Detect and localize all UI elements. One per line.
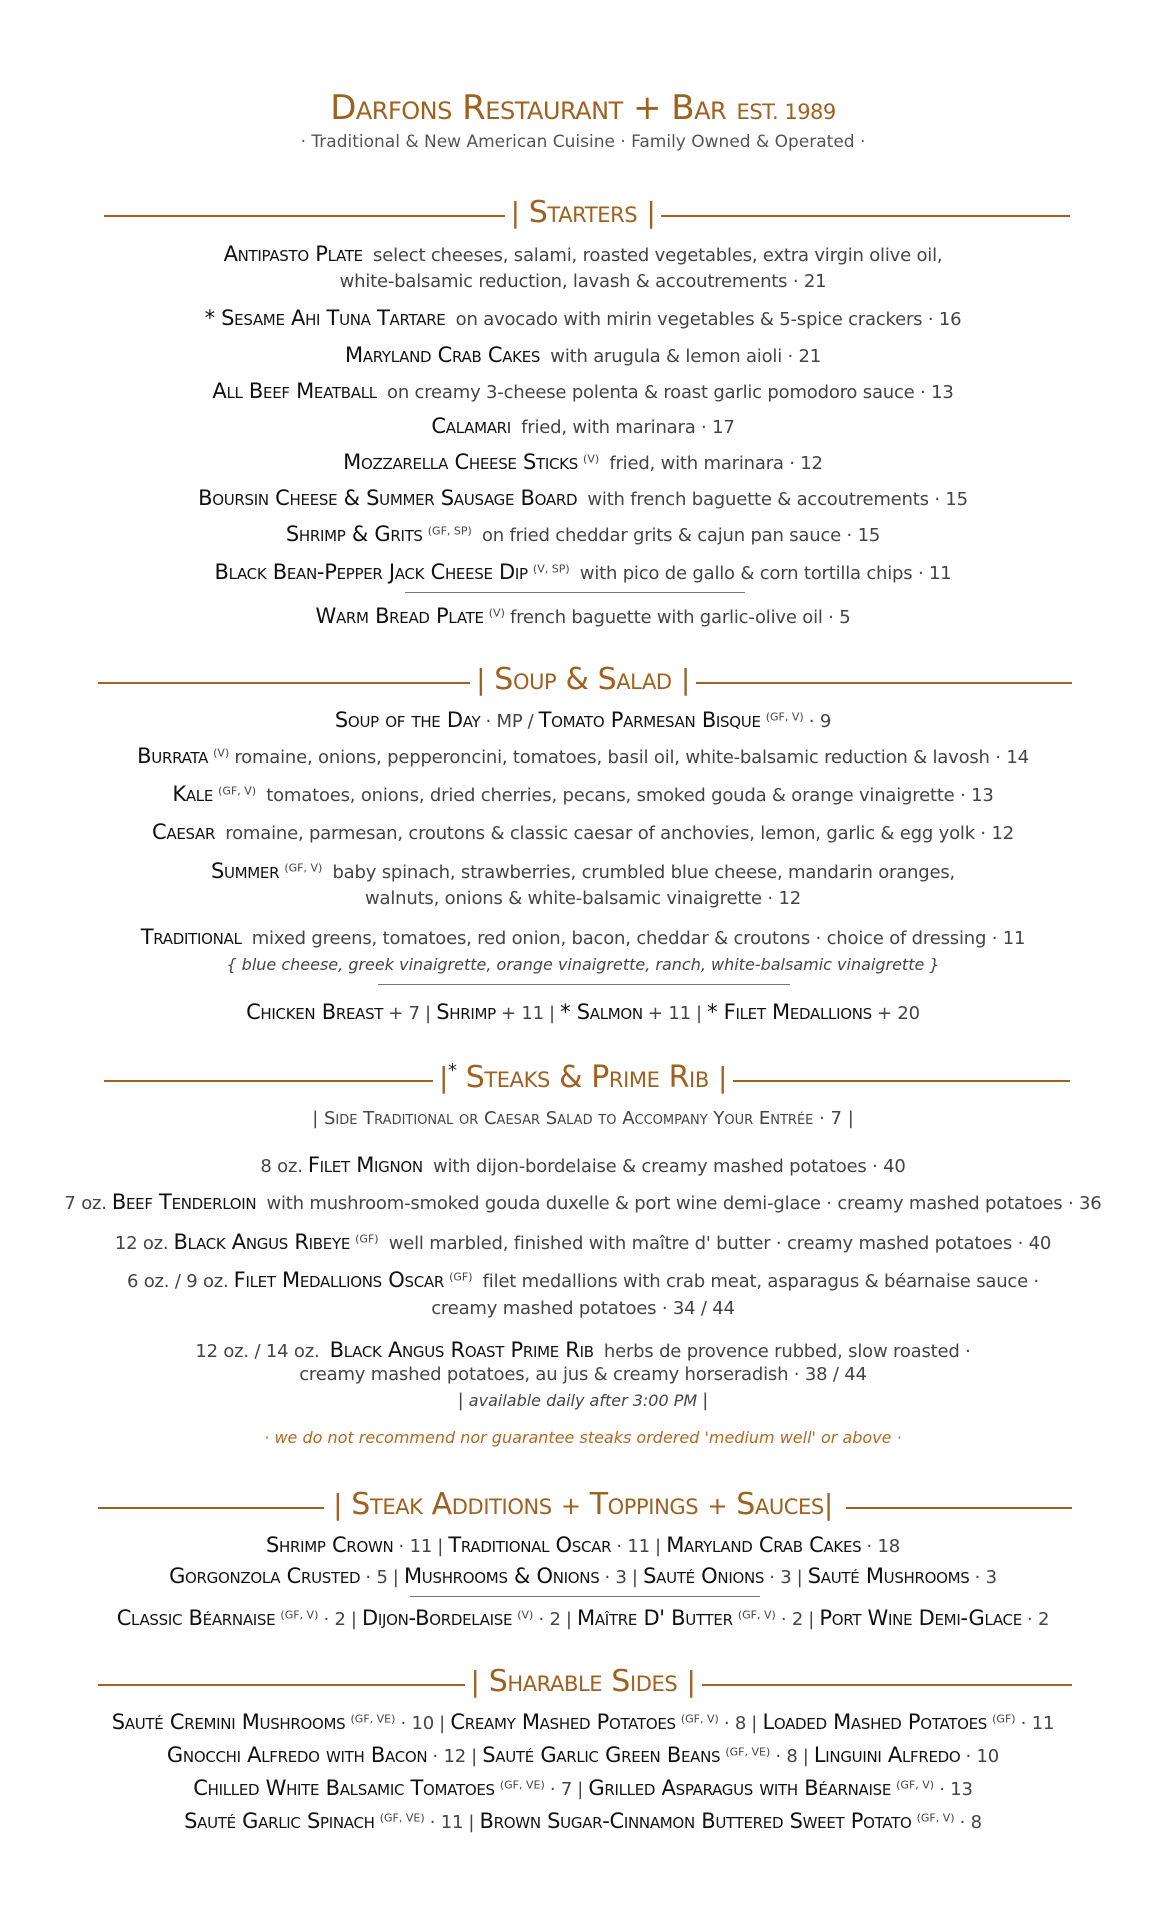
divider-rule xyxy=(405,592,745,593)
divider-rule xyxy=(378,984,790,985)
dietary-tag: (GF, V) xyxy=(284,861,323,875)
section-title: Toppings xyxy=(589,1487,699,1522)
menu-item: Kale $^{(GF, V)}$ tomatoes, onions, dried cherries, pecans, smoked gouda & orange vinaigrette · 13 xyxy=(172,782,994,806)
menu-item: Maryland Crab Cakes with arugula & lemon aioli · 21 xyxy=(344,343,822,367)
dietary-tag: (GF, V) xyxy=(280,1608,319,1622)
dressing-options: { blue cheese, greek vinaigrette, orange vinaigrette, ranch, white-balsamic vinaigrette } xyxy=(226,955,940,974)
menu-item: Caesar romaine, parmesan, croutons & classic caesar of anchovies, lemon, garlic & egg yolk · 12 xyxy=(152,820,1014,844)
menu-item: Black Bean-Pepper Jack Cheese Dip $^{(V, SP)}$ with pico de gallo & corn tortilla chips · 11 xyxy=(214,560,952,584)
dietary-tag: (GF) xyxy=(992,1712,1016,1726)
section-header-sides: | Sharable Sides | xyxy=(0,1664,1166,1704)
dietary-tag: (GF, V) xyxy=(765,710,804,724)
section-title: Starters xyxy=(528,195,638,230)
menu-item-continued: creamy mashed potatoes, au jus & creamy horseradish · 38 / 44 xyxy=(299,1364,867,1385)
menu-item: Warm Bread Plate $^{(V)}$ french baguette with garlic-olive oil · 5 xyxy=(315,604,851,628)
soup-row: Soup of the Day · MP / Tomato Parmesan Bisque $^{(GF, V)}$ · 9 xyxy=(334,708,832,732)
tagline: · Traditional & New American Cuisine · Family Owned & Operated · xyxy=(300,132,866,152)
sides-row: Sauté Garlic Spinach $^{(GF, VE)}$ · 11 | Brown Sugar-Cinnamon Buttered Sweet Potato $^{(GF, V)}$ · 8 xyxy=(184,1809,982,1833)
asterisk: * xyxy=(447,1060,457,1081)
sauces-row: Classic Béarnaise $^{(GF, V)}$ · 2 | Dijon-Bordelaise $^{(V)}$ · 2 | Maître D' Butter $^{(GF, V)}$ · 2 | Port Wine Demi-Glace · 2 xyxy=(116,1606,1050,1630)
dietary-tag: (V) xyxy=(583,452,600,466)
sides-row: Gnocchi Alfredo with Bacon · 12 | Sauté Garlic Green Beans $^{(GF, VE)}$ · 8 | Linguini Alfredo · 10 xyxy=(166,1743,1000,1767)
menu-item-continued: walnuts, onions & white-balsamic vinaigrette · 12 xyxy=(365,888,801,909)
dietary-tag: (GF, VE) xyxy=(725,1745,771,1759)
dietary-tag: (GF) xyxy=(355,1232,379,1246)
menu-item: Traditional mixed greens, tomatoes, red onion, bacon, cheddar & croutons · choice of dressing · 11 xyxy=(140,925,1026,949)
menu-item: All Beef Meatball on creamy 3-cheese polenta & roast garlic pomodoro sauce · 13 xyxy=(212,379,954,403)
section-title: Soup & Salad xyxy=(494,662,672,697)
dietary-tag: (GF, VE) xyxy=(499,1778,545,1792)
dietary-tag: (GF, V) xyxy=(737,1608,776,1622)
section-header-additions: | Steak Additions + Toppings + Sauces| xyxy=(0,1487,1166,1527)
section-header-soup-salad: | Soup & Salad | xyxy=(0,662,1166,702)
dietary-tag: (GF, V) xyxy=(218,784,257,798)
dietary-tag: (GF, SP) xyxy=(427,524,472,538)
menu-item: 8 oz. Filet Mignon with dijon-bordelaise & creamy mashed potatoes · 40 xyxy=(260,1153,906,1177)
section-header-steaks: |* Steaks & Prime Rib | xyxy=(0,1060,1166,1100)
sides-row: Sauté Cremini Mushrooms $^{(GF, VE)}$ · 10 | Creamy Mashed Potatoes $^{(GF, V)}$ · 8 | Loaded Mashed Potatoes $^{(GF)}$ · 11 xyxy=(111,1710,1055,1734)
menu-item: Shrimp & Grits $^{(GF, SP)}$ on fried cheddar grits & cajun pan sauce · 15 xyxy=(285,522,881,546)
toppings-row: Gorgonzola Crusted · 5 | Mushrooms & Onions · 3 | Sauté Onions · 3 | Sauté Mushrooms · 3 xyxy=(169,1564,997,1588)
section-title: Steaks & Prime Rib xyxy=(465,1060,709,1095)
restaurant-name: Darfons Restaurant + Bar xyxy=(330,88,727,128)
menu-item: Boursin Cheese & Summer Sausage Board with french baguette & accoutrements · 15 xyxy=(198,486,968,510)
side-salad-note: | Side Traditional or Caesar Salad to Accompany Your Entrée · 7 | xyxy=(312,1108,854,1129)
menu-item: Burrata $^{(V)}$ romaine, onions, pepperoncini, tomatoes, basil oil, white-balsamic reduction & lavosh · 14 xyxy=(137,744,1029,768)
section-title: Sharable Sides xyxy=(488,1664,678,1699)
menu-item: 12 oz. Black Angus Ribeye $^{(GF)}$ well marbled, finished with maître d' butter · creamy mashed potatoes · 40 xyxy=(114,1230,1052,1254)
menu-item: Calamari fried, with marinara · 17 xyxy=(431,414,735,438)
dietary-tag: (V) xyxy=(213,746,230,760)
restaurant-title xyxy=(0,88,1166,128)
menu-item: 12 oz. / 14 oz. Black Angus Roast Prime Rib herbs de provence rubbed, slow roasted · xyxy=(195,1338,971,1362)
section-title: Steak Additions xyxy=(351,1487,552,1522)
availability-note: | available daily after 3:00 PM | xyxy=(457,1390,709,1411)
dietary-tag: (V, SP) xyxy=(532,562,570,576)
section-header-starters: | Starters | xyxy=(0,195,1166,235)
dietary-tag: (GF, V) xyxy=(680,1712,719,1726)
menu-item: 6 oz. / 9 oz. Filet Medallions Oscar $^{(GF)}$ filet medallions with crab meat, asparagus & béarnaise sauce · xyxy=(126,1268,1040,1292)
menu-item: Summer $^{(GF, V)}$ baby spinach, strawberries, crumbled blue cheese, mandarin oranges, xyxy=(210,859,956,883)
menu-item-continued: creamy mashed potatoes · 34 / 44 xyxy=(431,1298,735,1319)
section-title: Sauces xyxy=(736,1487,824,1522)
established-year: EST. 1989 xyxy=(736,100,836,124)
dietary-tag: (V) xyxy=(488,606,505,620)
menu-item: 7 oz. Beef Tenderloin with mushroom-smoked gouda duxelle & port wine demi-glace · creamy mashed potatoes · 36 xyxy=(64,1190,1102,1214)
dietary-tag: (GF, V) xyxy=(916,1811,955,1825)
dietary-tag: (V) xyxy=(517,1608,534,1622)
salad-addons: Chicken Breast + 7 | Shrimp + 11 | * Salmon + 11 | * Filet Medallions + 20 xyxy=(246,1000,920,1024)
divider-rule xyxy=(410,1596,760,1597)
sides-row: Chilled White Balsamic Tomatoes $^{(GF, VE)}$ · 7 | Grilled Asparagus with Béarnaise $^{(GF, V)}$ · 13 xyxy=(193,1776,973,1800)
menu-item: * Sesame Ahi Tuna Tartare on avocado with mirin vegetables & 5-spice crackers · 16 xyxy=(204,306,962,330)
additions-row: Shrimp Crown · 11 | Traditional Oscar · 11 | Maryland Crab Cakes · 18 xyxy=(265,1533,901,1557)
dietary-tag: (GF) xyxy=(449,1270,473,1284)
dietary-tag: (GF, VE) xyxy=(350,1712,396,1726)
dietary-tag: (GF, V) xyxy=(896,1778,935,1792)
steak-disclaimer: · we do not recommend nor guarantee steaks ordered 'medium well' or above · xyxy=(264,1428,902,1447)
dietary-tag: (GF, VE) xyxy=(379,1811,425,1825)
menu-item: Mozzarella Cheese Sticks $^{(V)}$ fried, with marinara · 12 xyxy=(343,450,823,474)
menu-item: Antipasto Plate select cheeses, salami, roasted vegetables, extra virgin olive oil, xyxy=(223,242,943,266)
menu-item-continued: white-balsamic reduction, lavash & accoutrements · 21 xyxy=(339,271,827,292)
